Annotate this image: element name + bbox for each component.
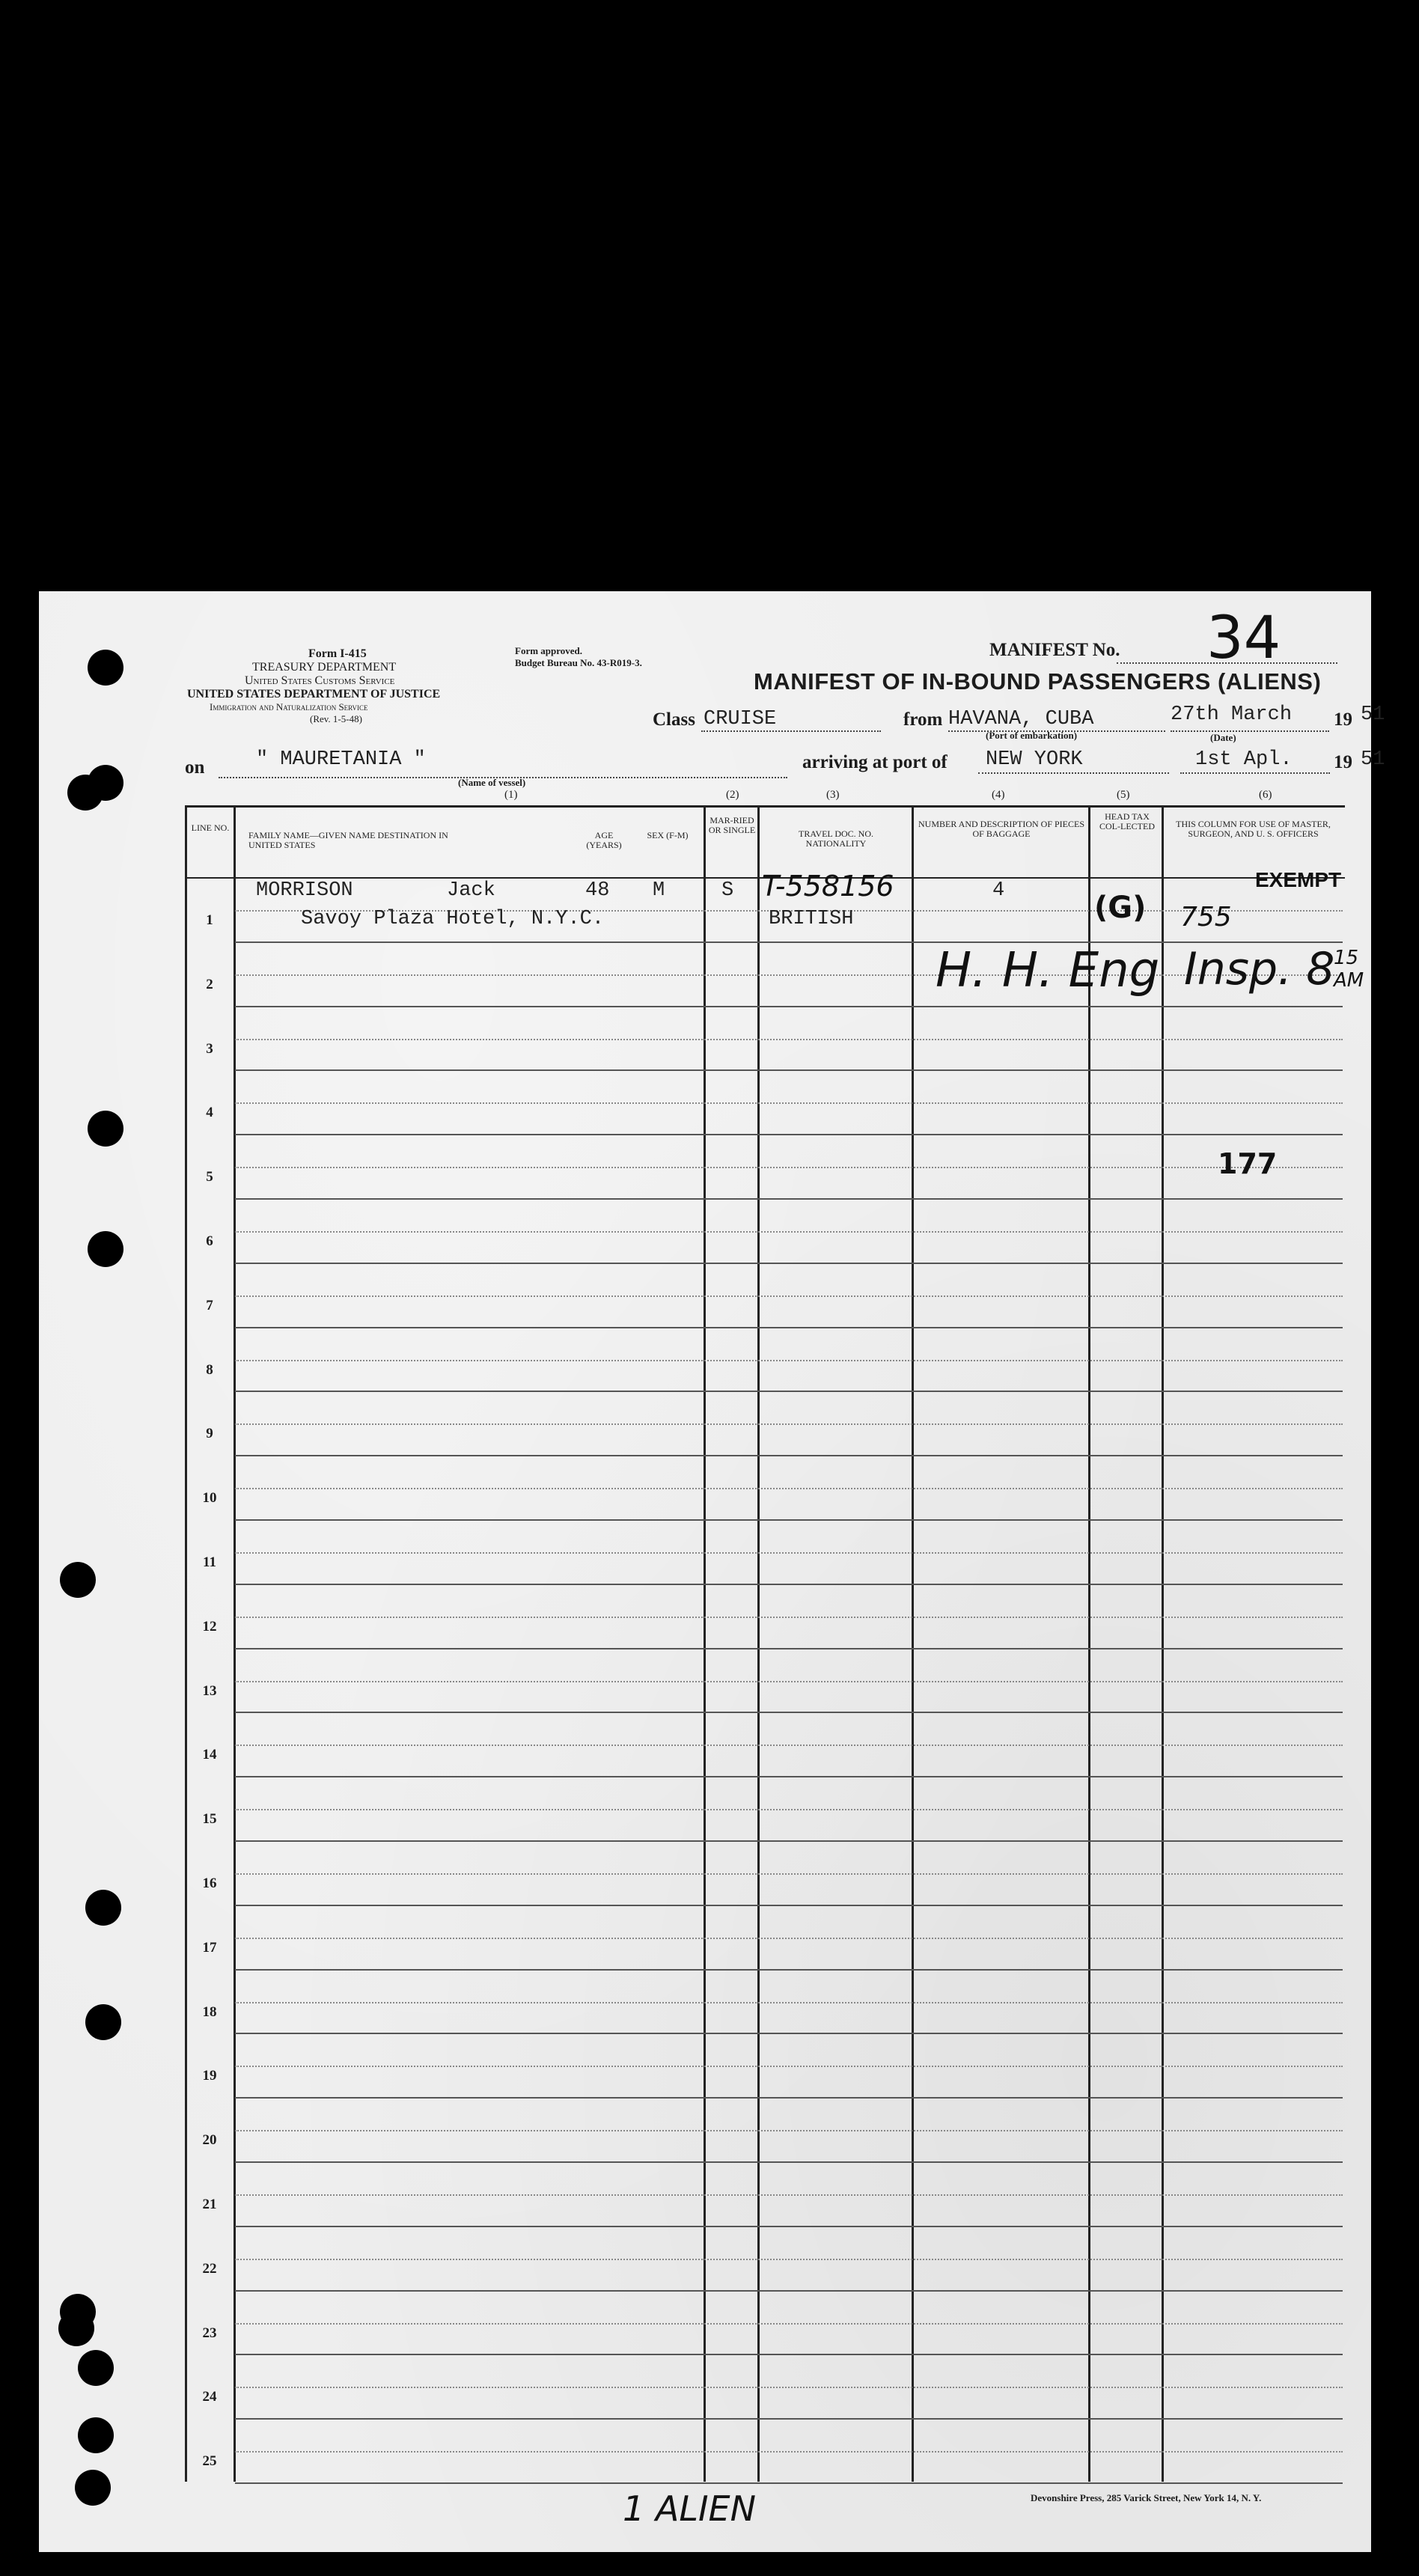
header-officers: THIS COLUMN FOR USE OF MASTER, SURGEON, AND U. S. OFFICERS [1176, 819, 1331, 839]
form-number: Form I-415 [308, 647, 367, 660]
row-subline [235, 2002, 1343, 2003]
row-divider [235, 2482, 1343, 2484]
head-tax-mark: (G) [1094, 891, 1147, 925]
row-divider [235, 1584, 1343, 1585]
family-name: MORRISON [256, 879, 353, 902]
age-value: 48 [585, 879, 610, 902]
row-divider [235, 2354, 1343, 2355]
travel-doc-number: T-558156 [762, 870, 894, 903]
manifest-title: MANIFEST OF IN-BOUND PASSENGERS (ALIENS) [754, 668, 1322, 695]
class-label: Class [653, 709, 695, 730]
row-divider [235, 1006, 1343, 1007]
binder-hole [88, 765, 123, 801]
sex-value: M [653, 879, 665, 902]
row-divider [235, 1969, 1343, 1971]
header-line-no: LINE NO. [191, 822, 230, 833]
row-subline [235, 1231, 1343, 1233]
arrival-year-prefix: 19 [1334, 752, 1352, 772]
line-number: 7 [206, 1297, 213, 1313]
col-caption-5: (5) [1117, 789, 1130, 801]
justice-dept: UNITED STATES DEPARTMENT OF JUSTICE [187, 688, 441, 701]
row-divider [235, 1069, 1343, 1071]
arrival-line [1180, 772, 1330, 774]
row-subline [235, 2387, 1343, 2388]
row-subline [235, 1938, 1343, 1939]
row-subline [235, 1552, 1343, 1554]
inspection-time: 15 AM [1334, 947, 1364, 992]
embark-caption: (Port of embarkation) [986, 730, 1078, 741]
row-subline [235, 1873, 1343, 1875]
line-number: 11 [203, 1554, 216, 1570]
line-number: 14 [202, 1747, 217, 1763]
port-value: NEW YORK [986, 748, 1083, 771]
binder-hole [88, 1231, 123, 1267]
row-divider [235, 2290, 1343, 2292]
row-divider [235, 2418, 1343, 2420]
form-approved: Form approved. [515, 645, 583, 656]
inspector-signature: H. H. Eng [936, 943, 1160, 998]
header-sex: SEX (F-M) [647, 830, 689, 840]
line-number: 15 [202, 1811, 217, 1828]
row-subline [235, 1809, 1343, 1810]
line-number: 12 [202, 1618, 217, 1635]
class-value: CRUISE [704, 708, 777, 730]
row-divider [235, 1648, 1343, 1649]
date-caption: (Date) [1210, 732, 1236, 743]
line-number: 6 [206, 1233, 213, 1249]
col-divider-line [234, 805, 236, 2482]
line-number: 4 [206, 1105, 213, 1121]
row-divider [235, 1840, 1343, 1842]
line-number: 10 [202, 1490, 217, 1507]
line-number: 23 [202, 2325, 217, 2341]
baggage-count: 4 [992, 879, 1005, 902]
row-subline [235, 2066, 1343, 2067]
row-subline [235, 2451, 1343, 2453]
line-number: 5 [206, 1169, 213, 1185]
officer-note: 755 [1180, 902, 1232, 933]
line-number: 24 [202, 2389, 217, 2405]
line-number: 16 [202, 1875, 217, 1891]
exempt-stamp: EXEMPT [1255, 868, 1342, 891]
printer-credit: Devonshire Press, 285 Varick Street, New York 14, N. Y. [1031, 2492, 1262, 2503]
from-value: HAVANA, CUBA [948, 708, 1094, 730]
binder-hole [60, 1562, 96, 1598]
row-divider [235, 1712, 1343, 1713]
col-caption-2: (2) [726, 789, 739, 801]
arrival-year: 51 [1361, 748, 1385, 771]
row-divider [235, 2161, 1343, 2163]
row-subline [235, 2130, 1343, 2131]
date-value: 27th March [1171, 703, 1293, 726]
col-caption-6: (6) [1259, 789, 1272, 801]
line-number: 2 [206, 976, 213, 992]
col-divider-married [704, 805, 706, 2482]
line-number: 17 [202, 1939, 217, 1956]
row-divider [235, 941, 1343, 943]
header-married: MAR-RIED OR SINGLE [708, 815, 756, 835]
row-divider [235, 1519, 1343, 1521]
binder-hole [78, 2417, 114, 2453]
row-subline [235, 1488, 1343, 1489]
col-caption-4: (4) [992, 789, 1005, 801]
row-divider [235, 1776, 1343, 1777]
col-caption-1: (1) [504, 789, 518, 801]
year-prefix: 19 [1334, 709, 1352, 730]
line-number: 9 [206, 1426, 213, 1442]
row-subline [235, 1295, 1343, 1297]
binder-hole [78, 2350, 114, 2386]
table-top-border [185, 805, 1345, 808]
binder-hole [85, 2004, 121, 2040]
destination: Savoy Plaza Hotel, N.Y.C. [301, 908, 605, 930]
header-doc: TRAVEL DOC. NO. NATIONALITY [798, 828, 873, 849]
row-subline [235, 2259, 1343, 2260]
row-subline [235, 1423, 1343, 1425]
binder-hole [88, 1111, 123, 1147]
row-subline [235, 1745, 1343, 1746]
row-subline [235, 1681, 1343, 1682]
line-number: 19 [202, 2068, 217, 2084]
row-subline [235, 1167, 1343, 1168]
header-age: AGE (YEARS) [586, 830, 622, 850]
row-subline [235, 2194, 1343, 2196]
nationality: BRITISH [769, 908, 854, 930]
row-divider [235, 1198, 1343, 1200]
budget-bureau: Budget Bureau No. 43-R019-3. [515, 657, 642, 668]
line-number: 1 [206, 912, 213, 928]
header-tax: HEAD TAX COL-LECTED [1099, 811, 1155, 831]
vessel-value: " MAURETANIA " [256, 748, 426, 771]
customs-service: United States Customs Service [245, 674, 395, 687]
row-divider [235, 1391, 1343, 1392]
col-caption-3: (3) [826, 789, 840, 801]
line-number: 8 [206, 1361, 213, 1378]
row-subline [235, 1039, 1343, 1040]
form-revision: (Rev. 1-5-48) [310, 713, 362, 724]
row-divider [235, 1263, 1343, 1264]
row-subline [235, 2323, 1343, 2325]
year-value: 51 [1361, 703, 1385, 726]
class-line [701, 730, 881, 732]
row-subline [235, 974, 1343, 976]
inspector-insp: Insp. 8 [1184, 943, 1335, 995]
line-number: 25 [202, 2453, 217, 2470]
row-subline [235, 1360, 1343, 1361]
binder-hole [75, 2470, 111, 2506]
row-divider [235, 1327, 1343, 1328]
line-number: 18 [202, 2003, 217, 2020]
binder-hole [58, 2310, 94, 2346]
binder-hole [85, 1890, 121, 1926]
header-name: FAMILY NAME—GIVEN NAME DESTINATION IN UNITED STATES [248, 830, 448, 850]
on-label: on [185, 757, 205, 778]
line-number: 20 [202, 2132, 217, 2149]
row-divider [235, 1455, 1343, 1456]
row-divider [235, 1134, 1343, 1135]
col-divider-tax [1088, 805, 1090, 2482]
col-divider-baggage [912, 805, 914, 2482]
col-divider-officers [1162, 805, 1164, 2482]
from-label: from [903, 709, 943, 730]
ins-service: Immigration and Naturalization Service [210, 701, 368, 712]
date-line [1171, 730, 1329, 732]
line-number: 22 [202, 2260, 217, 2277]
row-divider [235, 2097, 1343, 2099]
count-note: 177 [1218, 1147, 1278, 1180]
arriving-label: arriving at port of [802, 752, 947, 772]
col-divider-doc [757, 805, 760, 2482]
arrival-date: 1st Apl. [1195, 748, 1293, 771]
port-line [978, 772, 1169, 774]
row-divider [235, 1905, 1343, 1906]
header-baggage: NUMBER AND DESCRIPTION OF PIECES OF BAGGAGE [918, 819, 1085, 839]
row-subline [235, 1102, 1343, 1104]
manifest-number-label: MANIFEST No. [989, 640, 1120, 660]
binder-hole [88, 650, 123, 686]
line-number: 3 [206, 1040, 213, 1057]
manifest-page [39, 591, 1385, 2552]
aliens-note: 1 ALIEN [623, 2488, 757, 2529]
manifest-number: 34 [1206, 605, 1281, 672]
vessel-caption: (Name of vessel) [458, 777, 526, 788]
row-divider [235, 2033, 1343, 2034]
marital-value: S [721, 879, 734, 902]
row-subline [235, 1617, 1343, 1618]
given-name: Jack [447, 879, 495, 902]
row-divider [235, 2226, 1343, 2227]
treasury-dept: TREASURY DEPARTMENT [252, 661, 397, 674]
line-number: 21 [202, 2197, 217, 2212]
line-number: 13 [202, 1682, 217, 1699]
